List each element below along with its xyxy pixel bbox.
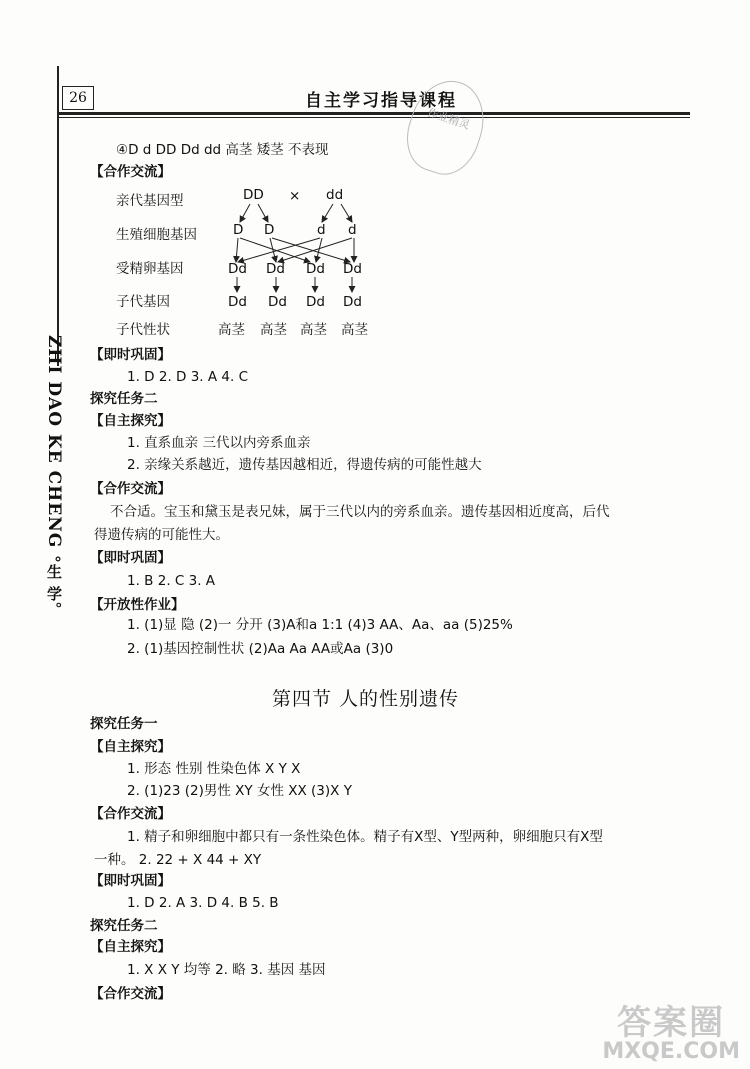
gamete-gene: D [264,222,275,238]
text-line: 2. (1)23 (2)男性 XY 女性 XX (3)X Y [127,783,352,799]
offspring-trait: 高茎 [300,322,327,338]
section-heading: 【即时巩固】 [90,550,171,566]
section-heading: 【即时巩固】 [90,347,171,363]
section-heading: 【自主探究】 [90,739,171,755]
section-title: 第四节 人的性别遗传 [272,688,460,710]
gamete-gene: d [348,222,357,238]
text-line: 1. D 2. A 3. D 4. B 5. B [127,895,279,911]
section-heading: 【自主探究】 [90,413,171,429]
offspring-trait: 高茎 [341,322,368,338]
zygote-gene: Dd [343,261,362,277]
section-heading: 【合作交流】 [90,164,171,180]
diagram-row-label: 亲代基因型 [116,193,184,209]
side-vertical-text [44,335,65,618]
offspring-trait: 高茎 [218,322,245,338]
side-emblem: °生 学。 [45,555,63,618]
section-heading: 【合作交流】 [90,986,171,1002]
section-heading: 【开放性作业】 [90,597,185,613]
section-heading: 【自主探究】 [90,939,171,955]
diagram-row-label: 生殖细胞基因 [116,227,197,243]
text-line: 一种。 2. 22 + X 44 + XY [94,852,262,868]
offspring-trait: 高茎 [260,322,287,338]
gamete-gene: D [233,222,244,238]
diagram-row-label: 子代基因 [116,294,170,310]
cross-symbol: × [289,188,301,204]
parent-genotype: DD [243,187,264,203]
text-line: 1. (1)显 隐 (2)一 分开 (3)A和a 1:1 (4)3 AA、Aa、aa (5)25% [127,617,513,633]
gamete-gene: d [317,222,326,238]
text-line: 1. D 2. D 3. A 4. C [127,369,249,385]
page-number: 26 [69,90,87,106]
header-title: 自主学习指导课程 [305,91,457,111]
offspring-gene: Dd [268,294,287,310]
stamp-text: 作业精灵 [425,105,472,132]
text-line: 不合适。宝玉和黛玉是表兄妹，属于三代以内的旁系血亲。遗传基因相近度高，后代 [110,504,610,520]
watermark-url: MXQE.COM [602,1039,740,1064]
text-line: 1. 形态 性别 性染色体 X Y X [127,761,301,777]
offspring-gene: Dd [306,294,325,310]
task-heading: 探究任务一 [90,716,158,732]
text-line: 2. (1)基因控制性状 (2)Aa Aa AA或Aa (3)0 [127,641,394,657]
diagram-row-label: 受精卵基因 [116,261,184,277]
side-text: ZHI DAO KE CHENG [44,335,64,549]
zygote-gene: Dd [306,261,325,277]
text-line: 1. 直系血亲 三代以内旁系血亲 [127,435,311,451]
offspring-gene: Dd [343,294,362,310]
text-line: 1. X X Y 均等 2. 略 3. 基因 基因 [127,962,326,978]
parent-genotype: dd [326,187,344,203]
text-line: 1. 精子和卵细胞中都只有一条性染色体。精子有X型、Y型两种，卵细胞只有X型 [127,829,603,845]
text-line: ④D d DD Dd dd 高茎 矮茎 不表现 [116,142,329,158]
watermark [602,1005,740,1063]
task-heading: 探究任务二 [90,918,158,934]
zygote-gene: Dd [266,261,285,277]
section-heading: 【合作交流】 [90,806,171,822]
section-heading: 【即时巩固】 [90,873,171,889]
task-heading: 探究任务二 [90,391,158,407]
text-line: 得遗传病的可能性大。 [94,527,229,543]
section-heading: 【合作交流】 [90,481,171,497]
diagram-row-label: 子代性状 [116,322,170,338]
offspring-gene: Dd [228,294,247,310]
text-line: 2. 亲缘关系越近，遗传基因越相近，得遗传病的可能性越大 [127,457,482,473]
watermark-logo: 答案圈 [617,1003,726,1043]
text-line: 1. B 2. C 3. A [127,573,216,589]
zygote-gene: Dd [228,261,247,277]
cross-arrows [0,0,750,340]
